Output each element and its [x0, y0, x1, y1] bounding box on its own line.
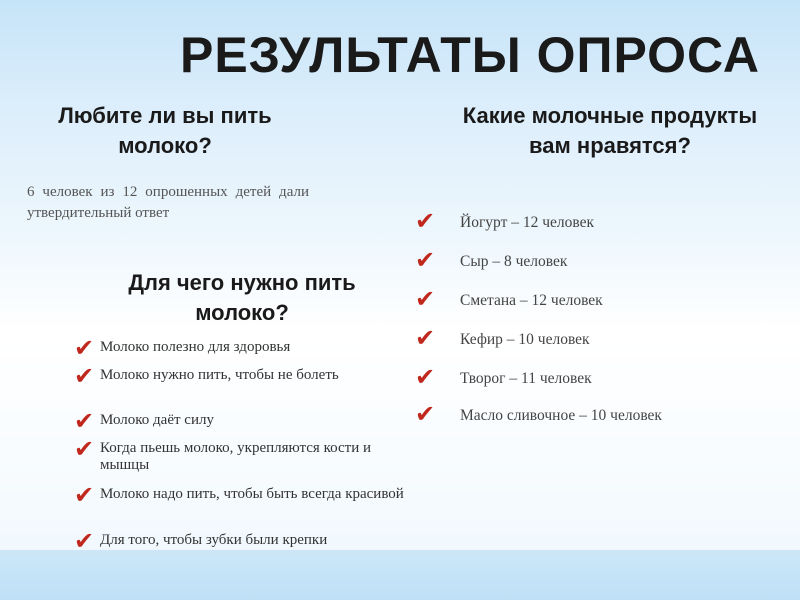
product-item: [415, 363, 755, 391]
reason-item: [74, 407, 404, 435]
check-icon: ✔: [415, 400, 436, 428]
reason-item: [74, 435, 404, 474]
check-icon: ✔: [74, 334, 95, 362]
check-icon: ✔: [415, 207, 436, 235]
check-icon: ✔: [74, 527, 95, 555]
product-text: Сметана – 12 человек: [460, 292, 603, 309]
question-why-milk: Для чего нужно пить молоко?: [128, 270, 356, 325]
product-item: [415, 285, 755, 313]
reason-item: [74, 362, 404, 390]
reason-text: Молоко полезно для здоровья: [100, 339, 291, 355]
product-text: Масло сливочное – 10 человек: [460, 407, 662, 424]
product-text: Творог – 11 человек: [460, 370, 592, 387]
question-love-milk: Любите ли вы пить молоко?: [58, 103, 272, 158]
check-icon: ✔: [415, 285, 436, 313]
product-item: [415, 207, 755, 235]
question-favorite-products: Какие молочные продукты вам нравятся?: [462, 103, 758, 158]
check-icon: ✔: [415, 324, 436, 352]
product-item: [415, 400, 755, 428]
reason-text: Молоко даёт силу: [100, 412, 214, 428]
answer-love-milk: 6 человек из 12 опрошенных детей дали утвердительный ответ: [27, 184, 309, 221]
reason-text: Молоко надо пить, чтобы быть всегда красивой: [100, 486, 404, 502]
product-item: [415, 324, 755, 352]
check-icon: ✔: [74, 435, 95, 463]
reason-item: [74, 481, 404, 509]
reason-text: Когда пьешь молоко, укрепляются кости и мышцы: [100, 440, 372, 473]
reason-item: [74, 334, 404, 362]
check-icon: ✔: [74, 481, 95, 509]
page-title: РЕЗУЛЬТАТЫ ОПРОСА: [179, 27, 761, 83]
reason-item: [74, 527, 404, 555]
reason-text: Молоко нужно пить, чтобы не болеть: [100, 367, 339, 383]
check-icon: ✔: [415, 363, 436, 391]
white-band: [0, 324, 800, 550]
product-text: Кефир – 10 человек: [460, 331, 590, 348]
check-icon: ✔: [415, 246, 436, 274]
check-icon: ✔: [74, 407, 95, 435]
reason-text: Для того, чтобы зубки были крепки: [100, 532, 328, 548]
check-icon: ✔: [74, 362, 95, 390]
product-item: [415, 246, 755, 274]
product-text: Сыр – 8 человек: [460, 253, 568, 270]
product-text: Йогурт – 12 человек: [460, 214, 595, 231]
